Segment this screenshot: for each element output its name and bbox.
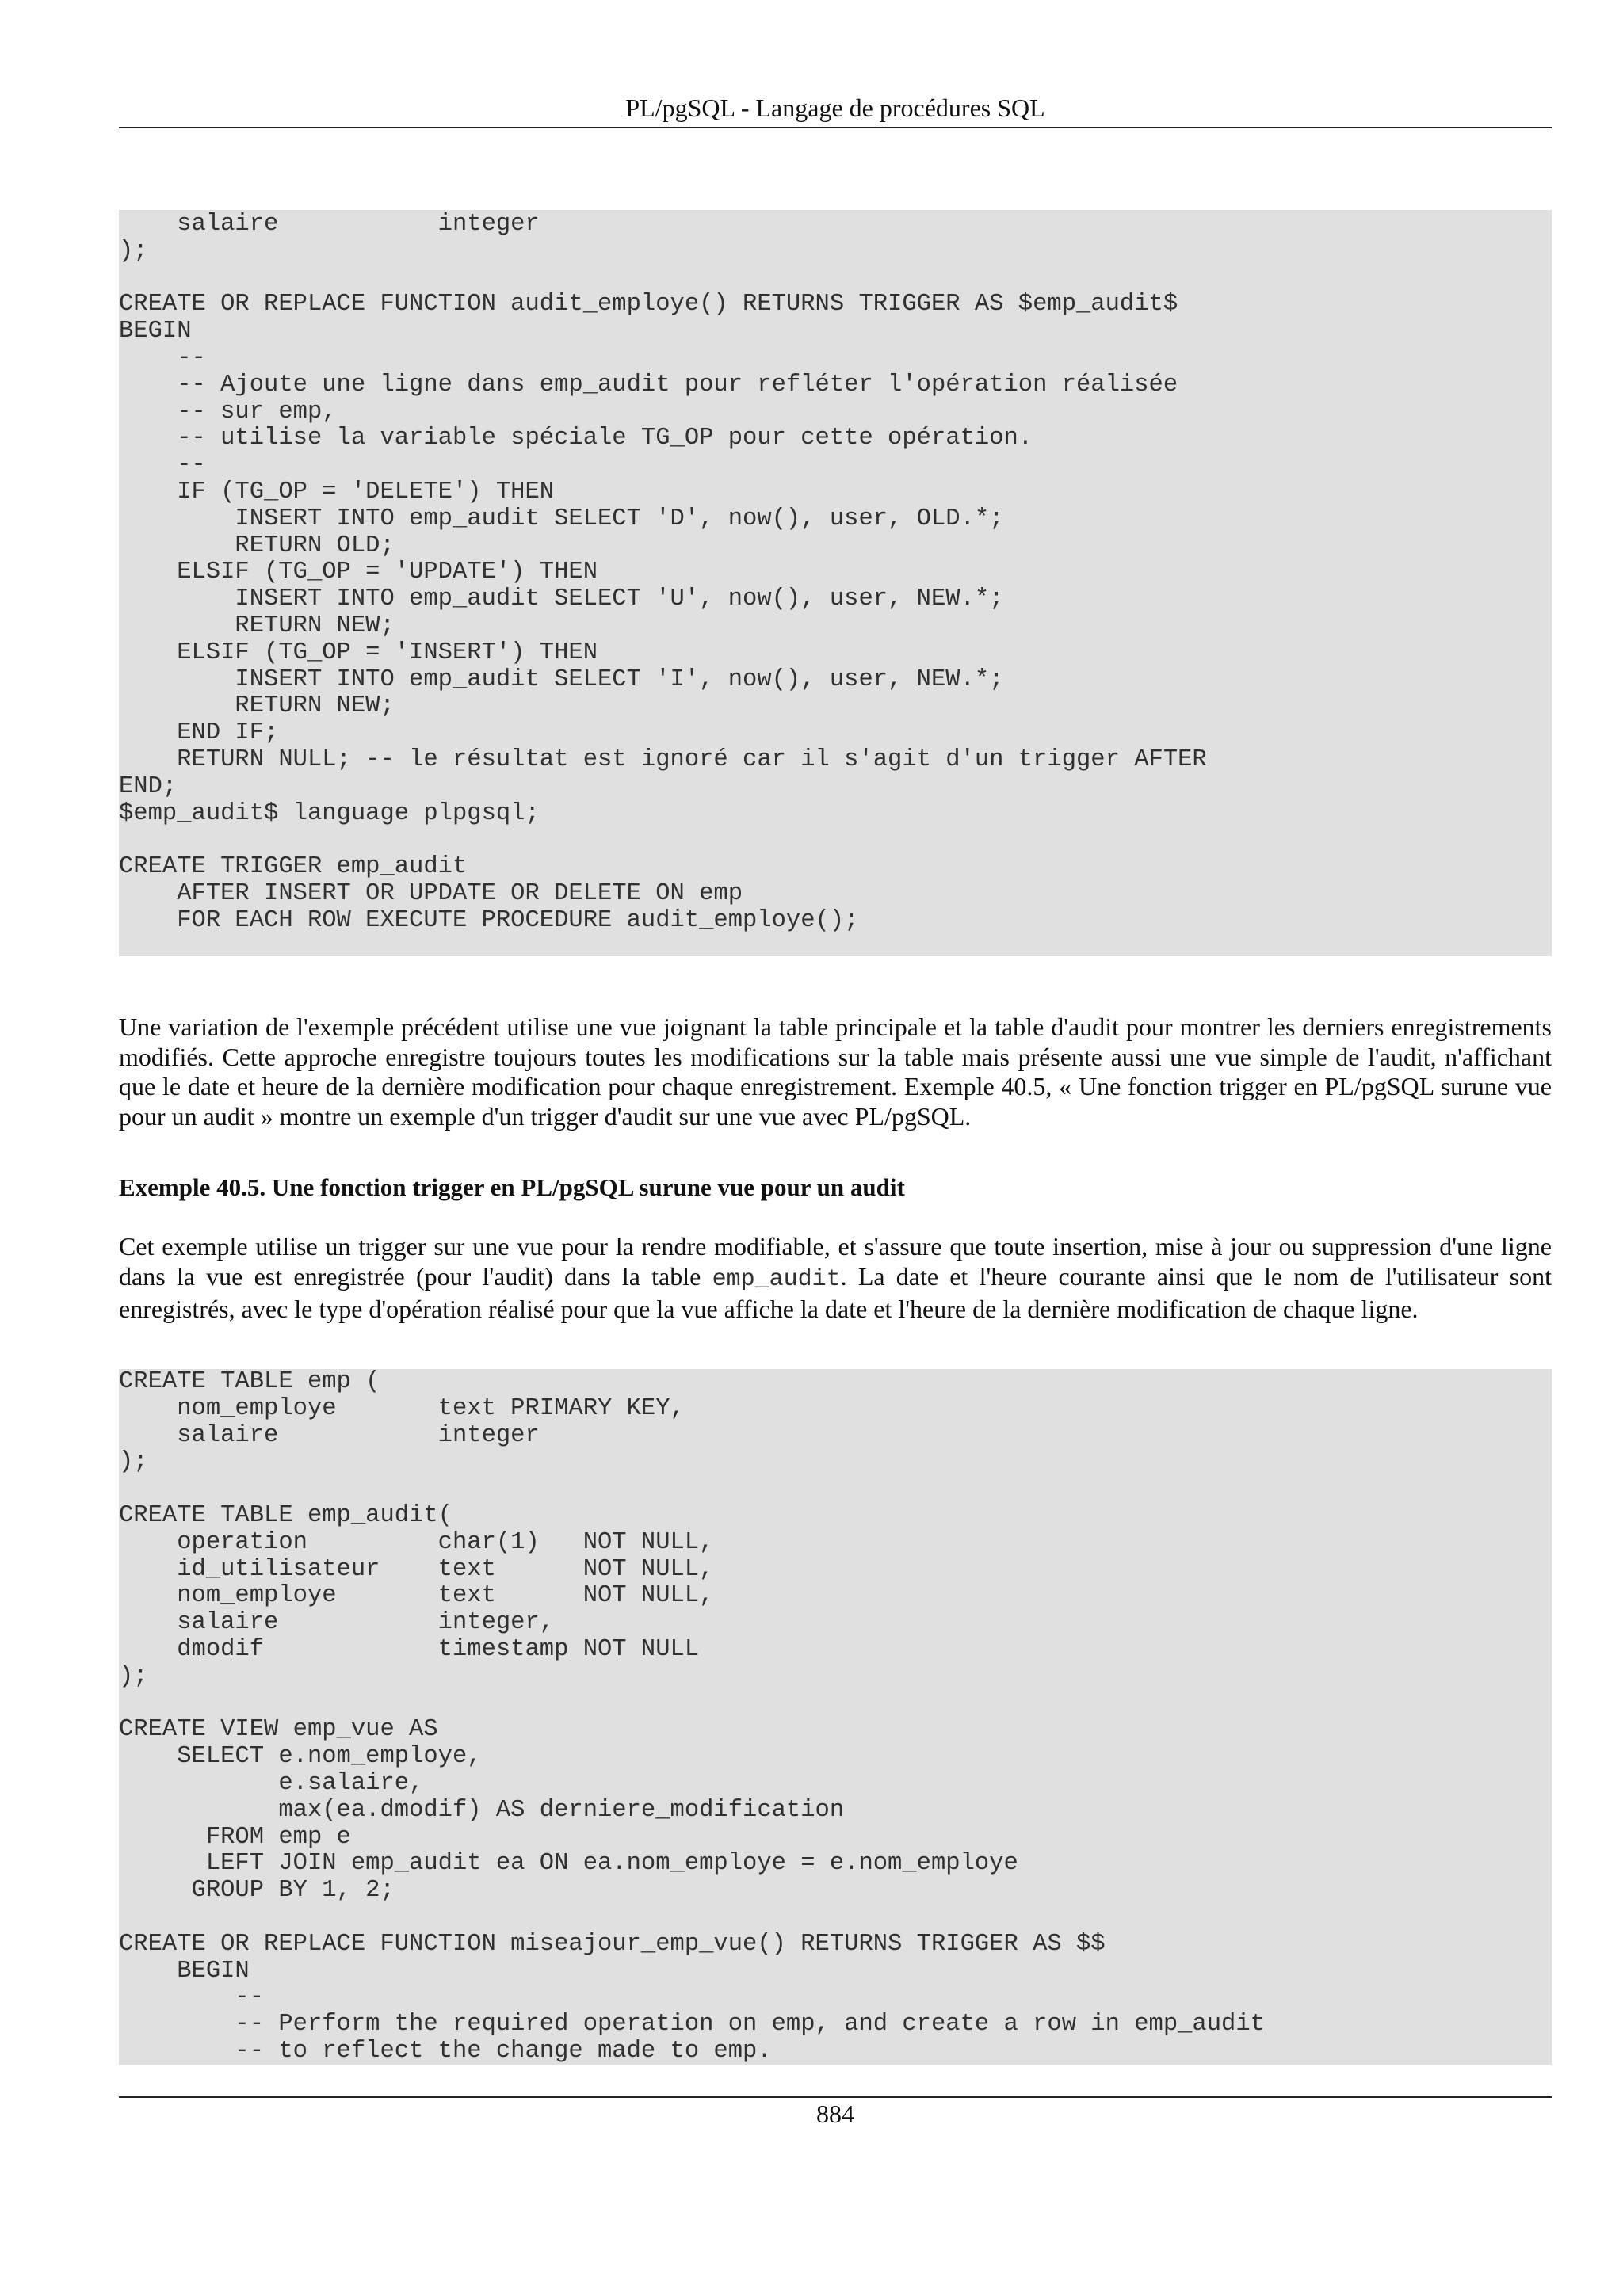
header-divider bbox=[119, 127, 1552, 128]
code-block-view-trigger: CREATE TABLE emp ( nom_employe text PRIMARY KEY, salaire integer ); CREATE TABLE emp_audit( operation char(1) NOT NULL, id_utilisateur text NOT NULL, nom_employe text NOT NULL, salaire integer, dmodif timestamp NOT NULL ); CREATE VIEW emp_vue AS SELECT e.nom_employe, e.salaire, max(ea.dmodif) AS derniere_modification FROM emp e LEFT JOIN emp_audit ea ON ea.nom_employe = e.nom_employe GROUP BY 1, 2; CREATE OR REPLACE FUNCTION miseajour_emp_vue() RETURNS TRIGGER AS $$ BEGIN -- -- Perform the required operation on emp, and create a row in emp_audit -- to reflect the change made to emp. bbox=[119, 1369, 1552, 2065]
paragraph-text-after: . La date et l'heure courante ainsi que le nom de l'utilisateur sont enregistrés, avec le type d'opération réalisé pour que la vue affiche la date et l'heure de la dernière modification de chaque ligne. bbox=[119, 1261, 1552, 1323]
inline-code-emp-audit: emp_audit bbox=[712, 1265, 841, 1293]
example-title: Exemple 40.5. Une fonction trigger en PL/pgSQL surune vue pour un audit bbox=[119, 1173, 905, 1201]
paragraph-view-variation: Une variation de l'exemple précédent utilise une vue joignant la table principale et la table d'audit pour montrer les derniers enregistrements modifiés. Cette approche enregistre toujours toutes les modifications sur la table mais présente aussi une vue simple de l'audit, n'affichant que le date et heure de la dernière modification pour chaque enregistrement. Exemple 40.5, « Une fonction trigger en PL/pgSQL surune vue pour un audit » montre un exemple d'un trigger d'audit sur une vue avec PL/pgSQL. bbox=[119, 1013, 1552, 1131]
paragraph-example-description bbox=[119, 1232, 1552, 1325]
page-header-title: PL/pgSQL - Langage de procédures SQL bbox=[625, 93, 1045, 122]
paragraph-text-before: Cet exemple utilise un trigger sur une vue pour la rendre modifiable, et s'assure que toute insertion, mise à jour ou suppression d'une ligne dans la vue est enregistrée (pour l'audit) dans la table bbox=[119, 1232, 1552, 1291]
page-number: 884 bbox=[816, 2100, 854, 2128]
code-block-audit-function: salaire integer ); CREATE OR REPLACE FUNCTION audit_employe() RETURNS TRIGGER AS $emp_audit$ BEGIN -- -- Ajoute une ligne dans emp_audit pour refléter l'opération réalisée -- sur emp, -- utilise la variable spéciale TG_OP pour cette opération. -- IF (TG_OP = 'DELETE') THEN INSERT INTO emp_audit SELECT 'D', now(), user, OLD.*; RETURN OLD; ELSIF (TG_OP = 'UPDATE') THEN INSERT INTO emp_audit SELECT 'U', now(), user, NEW.*; RETURN NEW; ELSIF (TG_OP = 'INSERT') THEN INSERT INTO emp_audit SELECT 'I', now(), user, NEW.*; RETURN NEW; END IF; RETURN NULL; -- le résultat est ignoré car il s'agit d'un trigger AFTER END; $emp_audit$ language plpgsql; CREATE TRIGGER emp_audit AFTER INSERT OR UPDATE OR DELETE ON emp FOR EACH ROW EXECUTE PROCEDURE audit_employe(); bbox=[119, 210, 1552, 956]
